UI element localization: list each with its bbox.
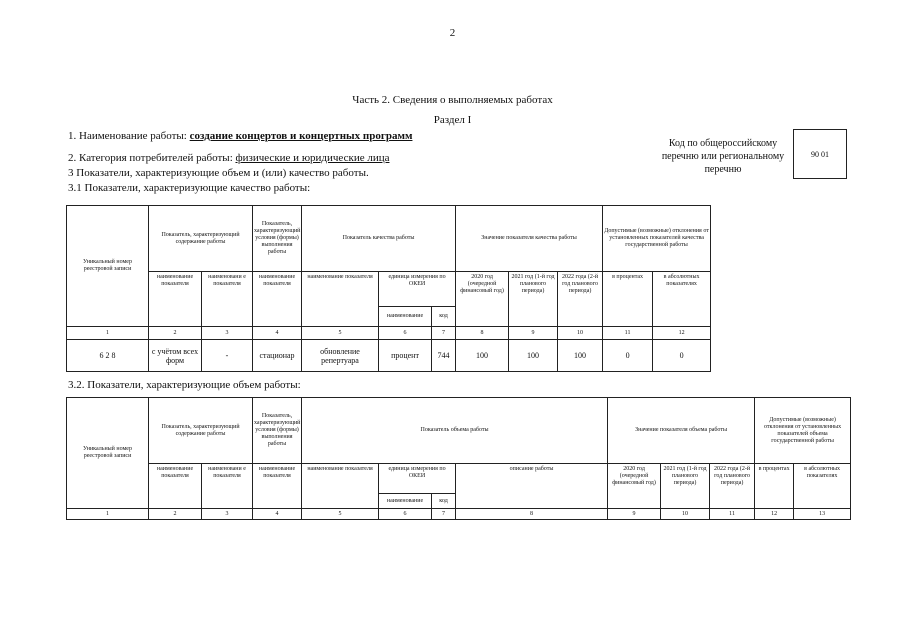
sub-indicator-name: наименовани е показателя (202, 272, 253, 327)
code-label: Код по общероссийскому перечню или региональному перечню (661, 138, 785, 175)
code-value-box: 90 01 (793, 129, 847, 179)
sub-unit-name: наименование (379, 307, 432, 327)
volume-table (66, 397, 851, 520)
sub-indicator-name: наименование показателя (149, 464, 202, 509)
consumer-category-line (68, 152, 389, 164)
header-deviation: Допустимые (возможные) отклонения от установленных показателей качества государственной работы (603, 206, 711, 272)
sub-unit-okei: единица измерения по ОКЕИ (379, 464, 456, 494)
part-title: Часть 2. Сведения о выполняемых работах (352, 94, 553, 106)
sub-absolute: в абсолютных показателях (794, 464, 851, 509)
quality-table (66, 205, 711, 372)
quality-heading: 3.1 Показатели, характеризующие качество работы: (68, 182, 311, 194)
header-quality: Показатель качества работы (302, 206, 456, 272)
page-number: 2 (449, 27, 456, 39)
work-name-label: 1. Наименование работы: (68, 130, 190, 142)
sub-absolute: в абсолютных показателях (653, 272, 711, 327)
header-values: Значение показателя объема работы (608, 398, 755, 464)
sub-indicator-name: наименование показателя (253, 272, 302, 327)
sub-year-2021: 2021 год (1-й год планового периода) (661, 464, 710, 509)
sub-unit-okei: единица измерения по ОКЕИ (379, 272, 456, 307)
section-title: Раздел I (433, 114, 472, 126)
header-deviation: Допустимые (возможные) отклонения от установленных показателей объема государственной работы (755, 398, 851, 464)
sub-year-2021: 2021 год (1-й год планового периода) (509, 272, 558, 327)
column-numbers-row: 1 2 3 4 5 6 7 8 9 10 11 12 13 (67, 509, 851, 520)
sub-indicator-name: наименование показателя (149, 272, 202, 327)
indicators-line: 3 Показатели, характеризующие объем и (или) качество работы. (68, 167, 369, 179)
header-values: Значение показателя качества работы (456, 206, 603, 272)
header-unique-number: Уникальный номер реестровой записи (67, 398, 149, 509)
header-conditions: Показатель, характеризующий условия (формы) выполнения работы (253, 398, 302, 464)
sub-percent: в процентах (603, 272, 653, 327)
header-conditions: Показатель, характеризующий условия (формы) выполнения работы (253, 206, 302, 272)
header-unique-number: Уникальный номер реестровой записи (67, 206, 149, 327)
sub-unit-name: наименование (379, 494, 432, 509)
sub-percent: в процентах (755, 464, 794, 509)
header-volume: Показатель объема работы (302, 398, 608, 464)
sub-work-description: описание работы (456, 464, 608, 509)
work-name-line (68, 130, 412, 142)
consumer-category-value: физические и юридические лица (235, 152, 390, 164)
sub-unit-code: код (432, 307, 456, 327)
work-name-value: создание концертов и концертных программ (189, 130, 413, 142)
sub-year-2022: 2022 года (2-й год планового периода) (710, 464, 755, 509)
consumer-category-label: 2. Категория потребителей работы: (68, 152, 236, 164)
sub-indicator-name: наименование показателя (302, 272, 379, 327)
sub-indicator-name: наименовани е показателя (202, 464, 253, 509)
sub-indicator-name: наименование показателя (302, 464, 379, 509)
sub-indicator-name: наименование показателя (253, 464, 302, 509)
volume-heading: 3.2. Показатели, характеризующие объем работы: (68, 379, 301, 391)
header-content: Показатель, характеризующий содержание работы (149, 398, 253, 464)
table-row: 6 2 8 с учётом всех форм - стационар обновление репертуара процент 744 100 100 100 0 0 (67, 340, 711, 372)
sub-year-2020: 2020 год (очередной финансовый год) (608, 464, 661, 509)
sub-year-2022: 2022 года (2-й год планового периода) (558, 272, 603, 327)
sub-unit-code: код (432, 494, 456, 509)
column-numbers-row: 1 2 3 4 5 6 7 8 9 10 11 12 (67, 327, 711, 340)
sub-year-2020: 2020 год (очередной финансовый год) (456, 272, 509, 327)
header-content: Показатель, характеризующий содержание работы (149, 206, 253, 272)
